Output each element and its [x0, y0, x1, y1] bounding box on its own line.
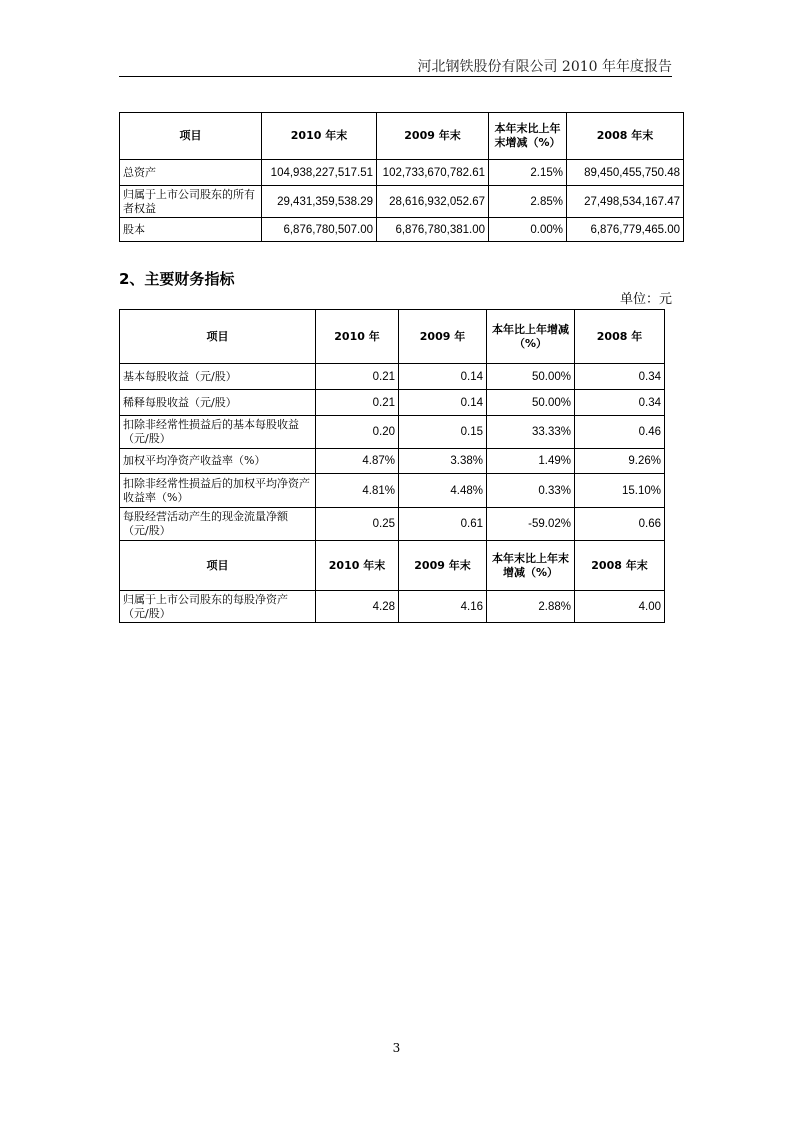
cell-value: 4.00 — [575, 591, 665, 623]
row-label: 基本每股收益（元/股） — [120, 364, 316, 390]
cell-value: 6,876,780,507.00 — [262, 218, 377, 242]
section-title: 2、主要财务指标 — [119, 270, 235, 288]
col-header: 项目 — [120, 541, 316, 591]
cell-value: 0.34 — [575, 390, 665, 416]
col-header: 本年末比上年末增减（%） — [489, 113, 567, 160]
cell-value: 0.25 — [316, 508, 399, 541]
cell-value: 0.14 — [399, 390, 487, 416]
col-header: 2008 年末 — [575, 541, 665, 591]
row-label: 每股经营活动产生的现金流量净额（元/股） — [120, 508, 316, 541]
col-header: 项目 — [120, 310, 316, 364]
cell-value: 1.49% — [487, 449, 575, 474]
col-header: 项目 — [120, 113, 262, 160]
cell-value: 4.16 — [399, 591, 487, 623]
header-divider — [119, 76, 672, 77]
cell-value: 4.81% — [316, 474, 399, 508]
col-header: 本年比上年增减（%） — [487, 310, 575, 364]
cell-value: 0.61 — [399, 508, 487, 541]
cell-value: 33.33% — [487, 416, 575, 449]
financial-indicators-table — [119, 309, 665, 623]
table-row — [120, 218, 684, 242]
table-row — [120, 364, 665, 390]
cell-value: 0.20 — [316, 416, 399, 449]
table-header-row — [120, 113, 684, 160]
table-row — [120, 160, 684, 186]
cell-value: 2.88% — [487, 591, 575, 623]
row-label: 归属于上市公司股东的每股净资产（元/股） — [120, 591, 316, 623]
table-row — [120, 474, 665, 508]
cell-value: 27,498,534,167.47 — [567, 186, 684, 218]
table-row — [120, 186, 684, 218]
cell-value: 104,938,227,517.51 — [262, 160, 377, 186]
col-header: 2009 年末 — [377, 113, 489, 160]
cell-value: 0.33% — [487, 474, 575, 508]
col-header: 2010 年 — [316, 310, 399, 364]
row-label: 加权平均净资产收益率（%） — [120, 449, 316, 474]
cell-value: 102,733,670,782.61 — [377, 160, 489, 186]
page-number: 3 — [392, 1041, 401, 1055]
col-header: 2009 年末 — [399, 541, 487, 591]
cell-value: 2.15% — [489, 160, 567, 186]
cell-value: 15.10% — [575, 474, 665, 508]
balance-summary-table — [119, 112, 684, 242]
cell-value: 0.14 — [399, 364, 487, 390]
row-label: 总资产 — [120, 160, 262, 186]
table-row — [120, 508, 665, 541]
table-row — [120, 416, 665, 449]
row-label: 股本 — [120, 218, 262, 242]
table-row — [120, 591, 665, 623]
cell-value: 4.48% — [399, 474, 487, 508]
cell-value: 50.00% — [487, 364, 575, 390]
cell-value: 0.21 — [316, 390, 399, 416]
cell-value: 9.26% — [575, 449, 665, 474]
col-header: 2009 年 — [399, 310, 487, 364]
cell-value: 50.00% — [487, 390, 575, 416]
cell-value: 0.00% — [489, 218, 567, 242]
table-row — [120, 449, 665, 474]
row-label: 扣除非经常性损益后的基本每股收益（元/股） — [120, 416, 316, 449]
cell-value: 4.87% — [316, 449, 399, 474]
report-header-title: 河北钢铁股份有限公司 2010 年年度报告 — [417, 59, 672, 75]
cell-value: 0.66 — [575, 508, 665, 541]
cell-value: 28,616,932,052.67 — [377, 186, 489, 218]
cell-value: 0.46 — [575, 416, 665, 449]
cell-value: 3.38% — [399, 449, 487, 474]
cell-value: 4.28 — [316, 591, 399, 623]
col-header: 2010 年末 — [316, 541, 399, 591]
unit-label: 单位：元 — [619, 292, 672, 307]
row-label: 扣除非经常性损益后的加权平均净资产收益率（%） — [120, 474, 316, 508]
table-header-row — [120, 310, 665, 364]
col-header: 2010 年末 — [262, 113, 377, 160]
col-header: 本年末比上年末增减（%） — [487, 541, 575, 591]
cell-value: 29,431,359,538.29 — [262, 186, 377, 218]
cell-value: 0.34 — [575, 364, 665, 390]
cell-value: 2.85% — [489, 186, 567, 218]
cell-value: 6,876,780,381.00 — [377, 218, 489, 242]
cell-value: 0.15 — [399, 416, 487, 449]
cell-value: 6,876,779,465.00 — [567, 218, 684, 242]
table-header-row — [120, 541, 665, 591]
cell-value: 0.21 — [316, 364, 399, 390]
table-row — [120, 390, 665, 416]
col-header: 2008 年 — [575, 310, 665, 364]
row-label: 稀释每股收益（元/股） — [120, 390, 316, 416]
cell-value: -59.02% — [487, 508, 575, 541]
col-header: 2008 年末 — [567, 113, 684, 160]
cell-value: 89,450,455,750.48 — [567, 160, 684, 186]
row-label: 归属于上市公司股东的所有者权益 — [120, 186, 262, 218]
